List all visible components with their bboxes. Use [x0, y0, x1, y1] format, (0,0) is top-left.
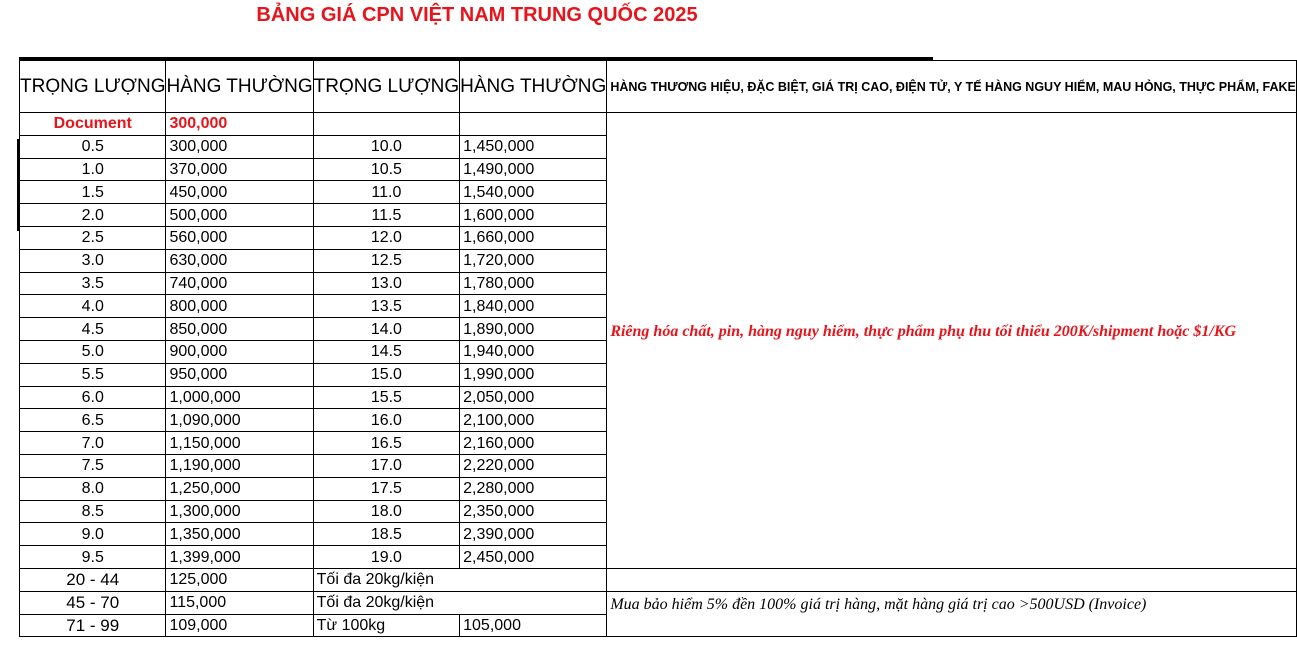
weight-cell: 5.5 — [20, 363, 166, 386]
weight-cell: 15.0 — [313, 363, 459, 386]
weight-cell: 15.5 — [313, 386, 459, 409]
bulk-range-cell: 45 - 70 — [20, 591, 166, 614]
price-cell: 450,000 — [166, 181, 313, 204]
bulk-note-cell: Từ 100kg — [313, 614, 459, 637]
weight-cell: 7.0 — [20, 432, 166, 455]
weight-cell: 12.0 — [313, 226, 459, 249]
weight-cell: 12.5 — [313, 249, 459, 272]
weight-cell: 17.5 — [313, 477, 459, 500]
price-cell: 1,350,000 — [166, 523, 313, 546]
weight-cell: 2.5 — [20, 226, 166, 249]
price-cell: 900,000 — [166, 340, 313, 363]
bulk-note-price-cell: 105,000 — [460, 614, 607, 637]
weight-cell: 4.5 — [20, 318, 166, 341]
price-cell: 1,780,000 — [460, 272, 607, 295]
weight-cell: 10.0 — [313, 135, 459, 158]
price-cell: 1,540,000 — [460, 181, 607, 204]
weight-cell: 13.0 — [313, 272, 459, 295]
price-cell: 500,000 — [166, 204, 313, 227]
weight-cell: 8.5 — [20, 500, 166, 523]
price-cell: 1,150,000 — [166, 432, 313, 455]
weight-cell: 8.0 — [20, 477, 166, 500]
document-empty-price — [460, 113, 607, 136]
price-cell: 1,600,000 — [460, 204, 607, 227]
weight-cell: 9.5 — [20, 546, 166, 569]
page-title: BẢNG GIÁ CPN VIỆT NAM TRUNG QUỐC 2025 — [256, 4, 698, 26]
weight-cell: 16.0 — [313, 409, 459, 432]
document-empty-weight — [313, 113, 459, 136]
weight-cell: 11.5 — [313, 204, 459, 227]
bulk-empty-note-cell — [607, 568, 1297, 591]
price-cell: 2,390,000 — [460, 523, 607, 546]
bulk-price-cell: 125,000 — [166, 568, 313, 591]
document-label: Document — [20, 113, 166, 136]
bulk-range-cell: 71 - 99 — [20, 614, 166, 637]
price-cell: 2,350,000 — [460, 500, 607, 523]
weight-cell: 14.0 — [313, 318, 459, 341]
weight-cell: 16.5 — [313, 432, 459, 455]
price-cell: 1,490,000 — [460, 158, 607, 181]
price-cell: 850,000 — [166, 318, 313, 341]
price-cell: 2,160,000 — [460, 432, 607, 455]
weight-cell: 2.0 — [20, 204, 166, 227]
price-cell: 300,000 — [166, 135, 313, 158]
weight-cell: 19.0 — [313, 546, 459, 569]
price-cell: 1,660,000 — [460, 226, 607, 249]
bulk-price-cell: 115,000 — [166, 591, 313, 614]
price-cell: 2,220,000 — [460, 454, 607, 477]
price-cell: 630,000 — [166, 249, 313, 272]
header-weight-2: TRỌNG LƯỢNG — [313, 61, 459, 113]
weight-cell: 6.5 — [20, 409, 166, 432]
price-cell: 1,090,000 — [166, 409, 313, 432]
weight-cell: 1.0 — [20, 158, 166, 181]
weight-cell: 18.5 — [313, 523, 459, 546]
weight-cell: 11.0 — [313, 181, 459, 204]
price-cell: 1,990,000 — [460, 363, 607, 386]
weight-cell: 14.5 — [313, 340, 459, 363]
weight-cell: 1.5 — [20, 181, 166, 204]
weight-cell: 7.5 — [20, 454, 166, 477]
weight-cell: 4.0 — [20, 295, 166, 318]
bulk-note-cell: Tối đa 20kg/kiện — [313, 591, 607, 614]
bulk-range-cell: 20 - 44 — [20, 568, 166, 591]
price-cell: 1,399,000 — [166, 546, 313, 569]
price-cell: 370,000 — [166, 158, 313, 181]
price-cell: 2,280,000 — [460, 477, 607, 500]
header-brand-goods: HÀNG THƯƠNG HIỆU, ĐẶC BIỆT, GIÁ TRỊ CAO, ĐIỆN TỬ, Y TẾ HÀNG NGUY HIỂM, MAU HỎNG, THỰC PHẨM, FAKE — [607, 61, 1297, 113]
bulk-row — [20, 568, 1297, 591]
bulk-note-cell: Tối đa 20kg/kiện — [313, 568, 607, 591]
price-cell: 560,000 — [166, 226, 313, 249]
price-cell: 950,000 — [166, 363, 313, 386]
weight-cell: 18.0 — [313, 500, 459, 523]
weight-cell: 10.5 — [313, 158, 459, 181]
table-header-row — [20, 61, 1297, 113]
weight-cell: 0.5 — [20, 135, 166, 158]
weight-cell: 3.0 — [20, 249, 166, 272]
price-cell: 1,450,000 — [460, 135, 607, 158]
price-cell: 2,450,000 — [460, 546, 607, 569]
bulk-row — [20, 591, 1297, 614]
document-row — [20, 113, 1297, 136]
weight-cell: 5.0 — [20, 340, 166, 363]
price-cell: 1,190,000 — [166, 454, 313, 477]
price-cell: 2,100,000 — [460, 409, 607, 432]
price-cell: 1,250,000 — [166, 477, 313, 500]
header-weight-1: TRỌNG LƯỢNG — [20, 61, 166, 113]
weight-cell: 17.0 — [313, 454, 459, 477]
price-cell: 740,000 — [166, 272, 313, 295]
weight-cell: 6.0 — [20, 386, 166, 409]
document-price: 300,000 — [166, 113, 313, 136]
price-cell: 1,840,000 — [460, 295, 607, 318]
price-cell: 1,000,000 — [166, 386, 313, 409]
weight-cell: 3.5 — [20, 272, 166, 295]
price-cell: 800,000 — [166, 295, 313, 318]
surcharge-note: Riêng hóa chất, pin, hàng nguy hiểm, thực phẩm phụ thu tối thiểu 200K/shipment hoặc $1/KG — [610, 323, 1237, 340]
price-cell: 1,940,000 — [460, 340, 607, 363]
surcharge-note-cell — [607, 113, 1297, 569]
bulk-price-cell: 109,000 — [166, 614, 313, 637]
weight-cell: 13.5 — [313, 295, 459, 318]
insurance-note-cell: Mua bảo hiểm 5% đền 100% giá trị hàng, mặt hàng giá trị cao >500USD (Invoice) — [607, 591, 1297, 637]
price-cell: 2,050,000 — [460, 386, 607, 409]
weight-cell: 9.0 — [20, 523, 166, 546]
price-table — [19, 60, 1297, 637]
price-cell: 1,720,000 — [460, 249, 607, 272]
header-price-2: HÀNG THƯỜNG — [460, 61, 607, 113]
header-price-1: HÀNG THƯỜNG — [166, 61, 313, 113]
price-cell: 1,300,000 — [166, 500, 313, 523]
price-cell: 1,890,000 — [460, 318, 607, 341]
